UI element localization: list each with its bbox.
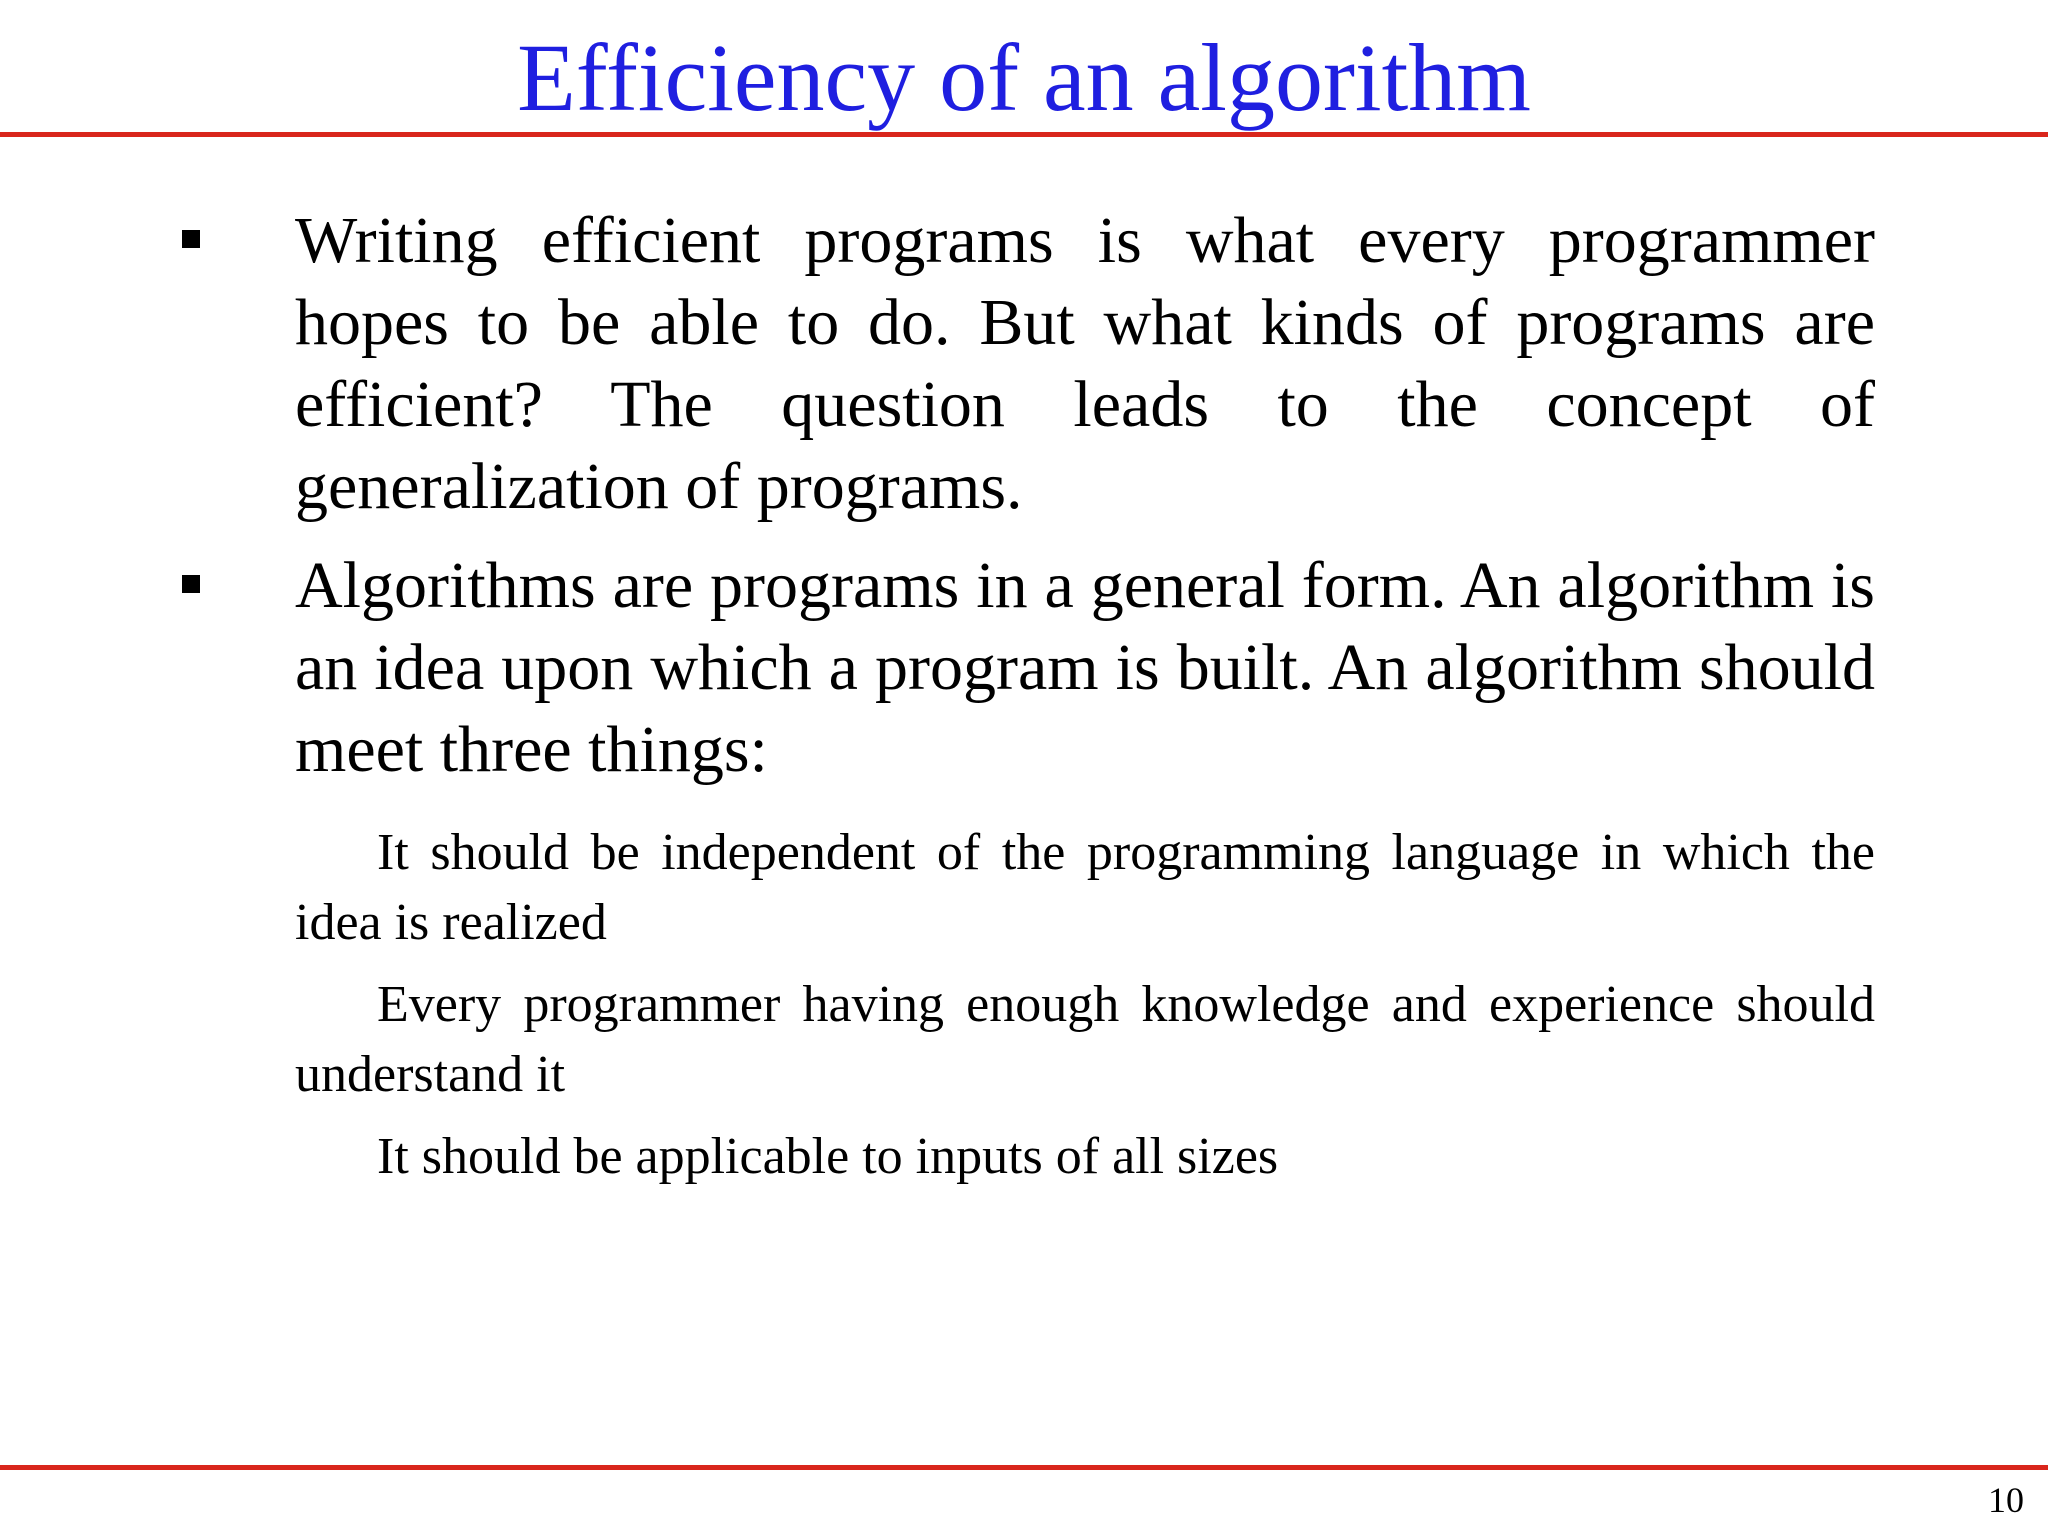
- bullet-marker: [182, 230, 200, 248]
- page-number: 10: [1988, 1480, 2024, 1520]
- sub-item-text: Every programmer having enough knowledge and experience should understand it: [295, 976, 1875, 1103]
- title-divider: [0, 132, 2048, 137]
- sub-item-text: It should be independent of the programming language in which the idea is realized: [295, 824, 1875, 951]
- sub-item-text: It should be applicable to inputs of all sizes: [377, 1128, 1279, 1185]
- footer-divider: [0, 1465, 2048, 1470]
- bullet-text: Writing efficient programs is what every programmer hopes to be able to do. But what kinds of programs are efficient? The question leads to the concept of generalization of programs.: [295, 204, 1875, 523]
- bullet-marker: [182, 575, 200, 593]
- bullet-text: Algorithms are programs in a general form. An algorithm is an idea upon which a program is built. An algorithm should meet three things:: [295, 549, 1875, 786]
- slide-title: Efficiency of an algorithm: [517, 24, 1531, 131]
